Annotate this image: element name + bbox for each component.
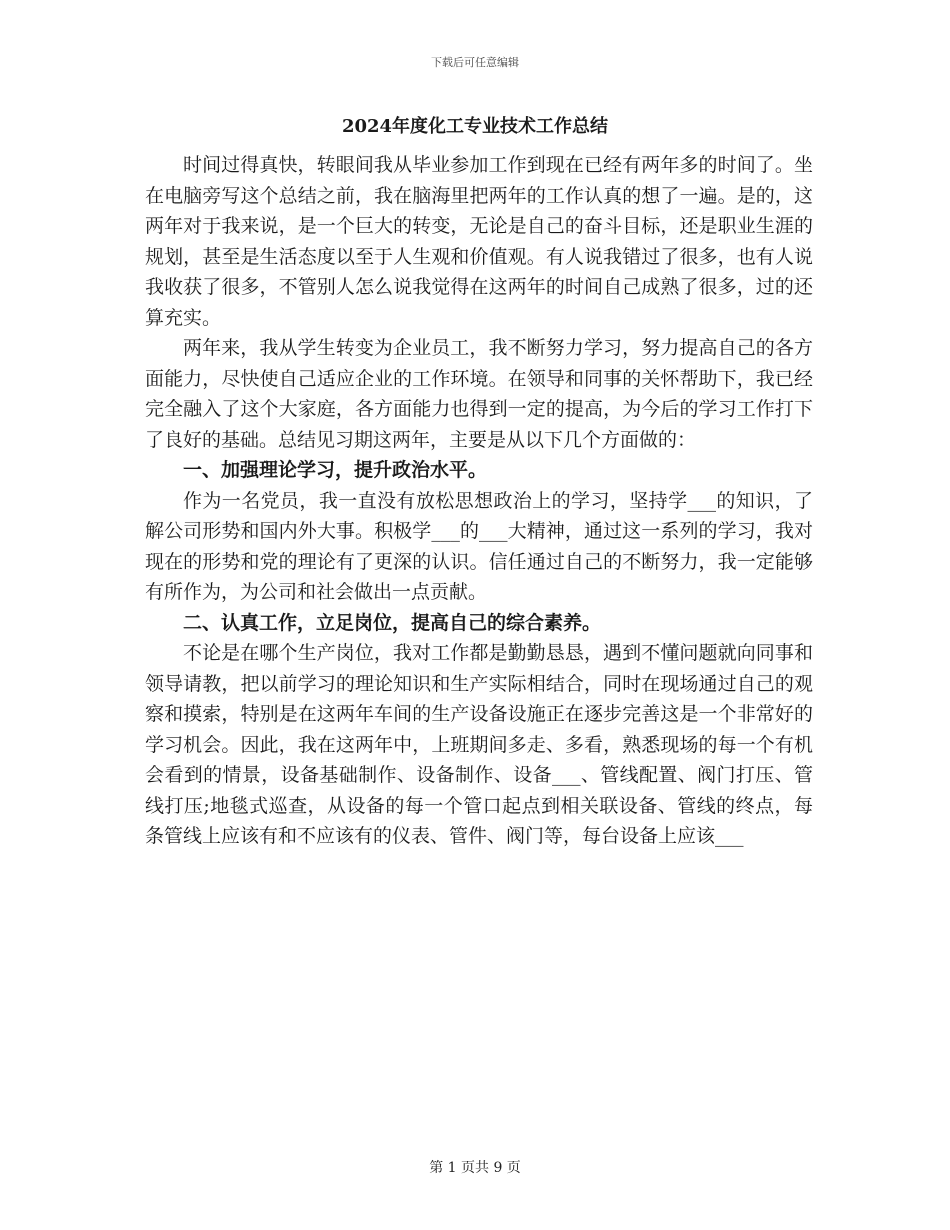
page-number: 第 1 页共 9 页 [429, 1160, 521, 1176]
page-header-note: 下载后可任意编辑 [431, 56, 519, 69]
body-paragraph: 时间过得真快，转眼间我从毕业参加工作到现在已经有两年多的时间了。坐在电脑旁写这个总结之前，我在脑海里把两年的工作认真的想了一遍。是的，这两年对于我来说，是一个巨大的转变，无论是自己的奋斗目标，还是职业生涯的规划，甚至是生活态度以至于人生观和价值观。有人说我错过了很多，也有人说我收获了很多，不管别人怎么说我觉得在这两年的时间自己成熟了很多，过的还算充实。 [145, 154, 813, 329]
document-body [145, 150, 813, 852]
body-paragraph: 不论是在哪个生产岗位，我对工作都是勤勤恳恳，遇到不懂问题就向同事和领导请教，把以前学习的理论知识和生产实际相结合，同时在现场通过自己的观察和摸索，特别是在这两年车间的生产设备设施正在逐步完善这是一个非常好的学习机会。因此，我在这两年中，上班期间多走、多看，熟悉现场的每一个有机会看到的情景，设备基础制作、设备制作、设备___、管线配置、阀门打压、管线打压;地毯式巡查，从设备的每一个管口起点到相关联设备、管线的终点，每条管线上应该有和不应该有的仪表、管件、阀门等，每台设备上应该___ [145, 642, 813, 847]
document-title: 2024年度化工专业技术工作总结 [341, 116, 609, 137]
body-paragraph: 两年来，我从学生转变为企业员工，我不断努力学习，努力提高自己的各方面能力，尽快使自己适应企业的工作环境。在领导和同事的关怀帮助下，我已经完全融入了这个大家庭，各方面能力也得到一定的提高，为今后的学习工作打下了良好的基础。总结见习期这两年，主要是从以下几个方面做的： [145, 337, 813, 451]
body-paragraph: 作为一名党员，我一直没有放松思想政治上的学习，坚持学___的知识，了解公司形势和国内外大事。积极学___的___大精神，通过这一系列的学习，我对现在的形势和党的理论有了更深的认识。信任通过自己的不断努力，我一定能够有所作为，为公司和社会做出一点贡献。 [145, 489, 813, 603]
section-heading: 一、加强理论学习，提升政治水平。 [183, 459, 488, 481]
section-heading: 二、认真工作，立足岗位，提高自己的综合素养。 [183, 611, 602, 634]
